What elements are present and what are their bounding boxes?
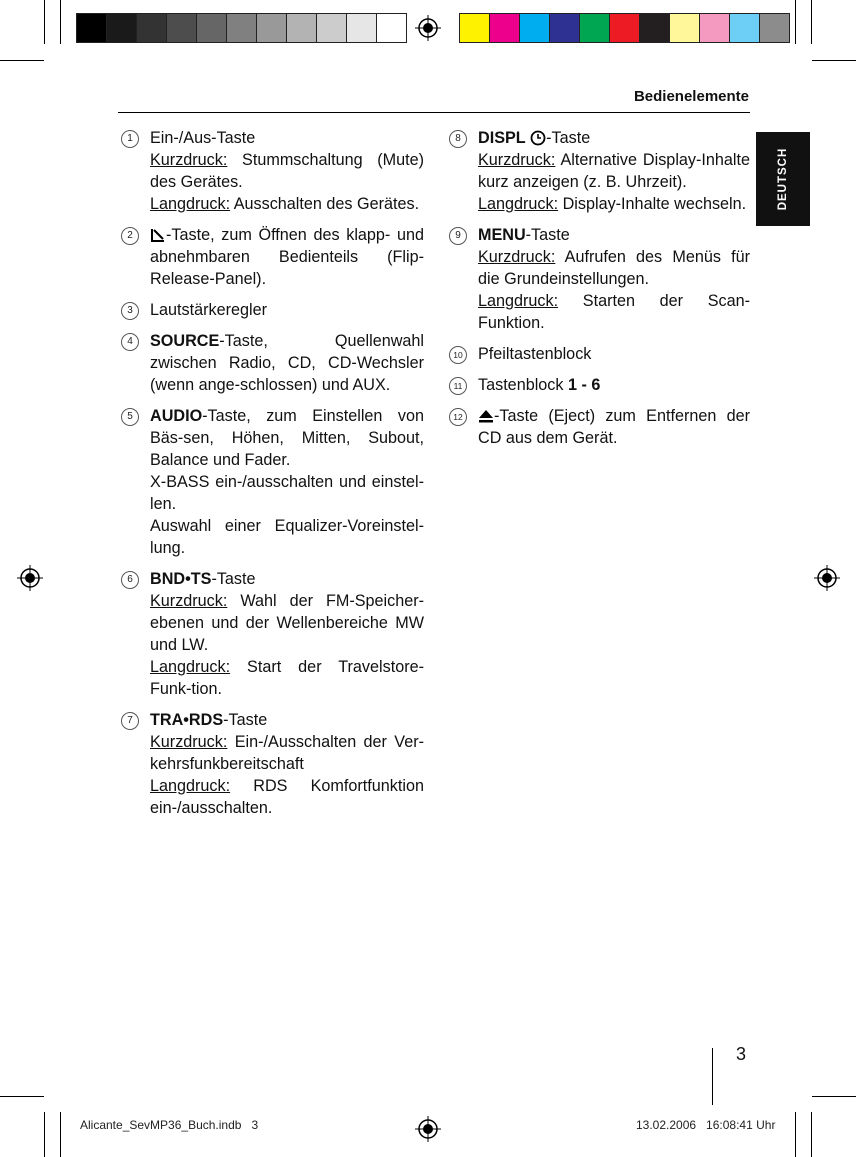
color-swatch <box>670 14 700 42</box>
registration-mark-icon <box>415 15 441 41</box>
crop-mark <box>60 0 61 44</box>
footer-timestamp: 13.02.2006 16:08:41 Uhr <box>636 1118 776 1132</box>
item-text: -Taste, zum Öffnen des klapp- und abnehmbaren Bedienteils (Flip-Release-Panel). <box>150 226 424 288</box>
color-swatch <box>227 14 257 42</box>
footer-file-name: Alicante_SevMP36_Buch.indb 3 <box>80 1118 259 1132</box>
item-title: TRA•RDS-Taste <box>150 711 268 729</box>
list-item <box>118 127 424 215</box>
crop-mark <box>0 60 44 61</box>
crop-mark <box>795 1112 796 1157</box>
language-tab <box>756 132 810 226</box>
color-swatch <box>520 14 550 42</box>
crop-mark <box>812 60 856 61</box>
list-item <box>118 568 424 700</box>
left-column <box>118 127 424 828</box>
long-press-desc: Langdruck: RDS Komfortfunktion ein-/ausschalten. <box>150 777 425 817</box>
crop-mark <box>795 0 796 44</box>
clock-icon <box>530 130 546 146</box>
color-swatch <box>730 14 760 42</box>
language-tab-label: DEUTSCH <box>777 147 789 211</box>
crop-mark <box>44 0 45 44</box>
item-title: DISPL -Taste <box>478 129 591 147</box>
page-header-title: Bedienelemente <box>633 88 749 105</box>
item-number: 8 <box>449 130 467 148</box>
color-swatch <box>377 14 406 42</box>
item-number: 4 <box>121 333 139 351</box>
item-number: 11 <box>449 377 467 395</box>
long-press-desc: Langdruck: Display-Inhalte wechseln. <box>478 195 747 213</box>
color-swatch <box>107 14 137 42</box>
item-number: 12 <box>449 408 467 426</box>
color-swatch <box>610 14 640 42</box>
color-swatch <box>580 14 610 42</box>
eject-icon <box>478 408 494 424</box>
item-number: 6 <box>121 571 139 589</box>
list-item <box>118 224 424 290</box>
color-swatch <box>257 14 287 42</box>
color-swatch <box>640 14 670 42</box>
long-press-desc: Langdruck: Starten der Scan-Funktion. <box>478 292 751 332</box>
item-title: MENU-Taste <box>478 226 570 244</box>
item-number: 7 <box>121 712 139 730</box>
color-swatch <box>197 14 227 42</box>
color-swatch <box>490 14 520 42</box>
crop-mark <box>0 1096 44 1097</box>
item-number: 1 <box>121 130 139 148</box>
list-item <box>118 405 424 559</box>
color-swatch <box>700 14 730 42</box>
list-item <box>446 127 750 215</box>
color-swatch <box>460 14 490 42</box>
color-swatch <box>167 14 197 42</box>
list-item <box>118 330 424 396</box>
short-press-desc: Kurzdruck: Stummschaltung (Mute) des Gerätes. <box>150 151 425 191</box>
crop-mark <box>60 1112 61 1157</box>
short-press-desc: Kurzdruck: Alternative Display-Inhalte kurz anzeigen (z. B. Uhrzeit). <box>478 151 750 191</box>
item-title: Ein-/Aus-Taste <box>150 129 256 147</box>
header-divider <box>118 112 750 113</box>
crop-mark <box>811 1112 812 1157</box>
item-number: 2 <box>121 227 139 245</box>
item-text: AUDIO-Taste, zum Einstellen von Bäs-sen, Höhen, Mitten, Subout, Balance und Fader. <box>150 407 424 469</box>
item-text: Pfeiltastenblock <box>478 345 592 363</box>
gray-calibration-bar <box>76 13 407 43</box>
item-number: 5 <box>121 408 139 426</box>
registration-mark-icon <box>415 1116 441 1142</box>
flip-release-icon <box>150 227 166 243</box>
list-item <box>118 299 424 321</box>
right-column <box>446 127 750 458</box>
item-number: 10 <box>449 346 467 364</box>
color-swatch <box>347 14 377 42</box>
list-item <box>118 709 424 819</box>
registration-mark-icon <box>17 565 43 591</box>
item-number: 9 <box>449 227 467 245</box>
crop-mark <box>44 1112 45 1157</box>
item-text: SOURCE-Taste, Quellenwahl zwischen Radio, CD, CD-Wechsler (wenn ange-schlossen) und AUX. <box>150 332 424 394</box>
item-extra-text: Auswahl einer Equalizer-Voreinstel-lung. <box>150 517 424 557</box>
list-item <box>446 374 750 396</box>
page-number: 3 <box>736 1044 747 1064</box>
list-item <box>446 224 750 334</box>
item-title: BND•TS-Taste <box>150 570 256 588</box>
item-text: -Taste (Eject) zum Entfernen der CD aus dem Gerät. <box>478 407 750 447</box>
color-swatch <box>760 14 789 42</box>
list-item <box>446 343 750 365</box>
list-item <box>446 405 750 449</box>
short-press-desc: Kurzdruck: Aufrufen des Menüs für die Grundeinstellungen. <box>478 248 750 288</box>
item-number: 3 <box>121 302 139 320</box>
short-press-desc: Kurzdruck: Ein-/Ausschalten der Ver-kehrsfunkbereitschaft <box>150 733 424 773</box>
color-swatch <box>77 14 107 42</box>
page-number-divider <box>712 1048 713 1105</box>
short-press-desc: Kurzdruck: Wahl der FM-Speicher-ebenen und der Wellenbereiche MW und LW. <box>150 592 424 654</box>
long-press-desc: Langdruck: Start der Travelstore-Funk-tion. <box>150 658 424 698</box>
item-text: Tastenblock 1 - 6 <box>478 376 601 394</box>
color-swatch <box>287 14 317 42</box>
color-calibration-bar <box>459 13 790 43</box>
item-text: Lautstärkeregler <box>150 301 267 319</box>
crop-mark <box>811 0 812 44</box>
crop-mark <box>812 1096 856 1097</box>
color-swatch <box>317 14 347 42</box>
registration-mark-icon <box>814 565 840 591</box>
color-swatch <box>550 14 580 42</box>
long-press-desc: Langdruck: Ausschalten des Gerätes. <box>150 195 420 213</box>
item-extra-text: X-BASS ein-/ausschalten und einstel-len. <box>150 473 424 513</box>
color-swatch <box>137 14 167 42</box>
